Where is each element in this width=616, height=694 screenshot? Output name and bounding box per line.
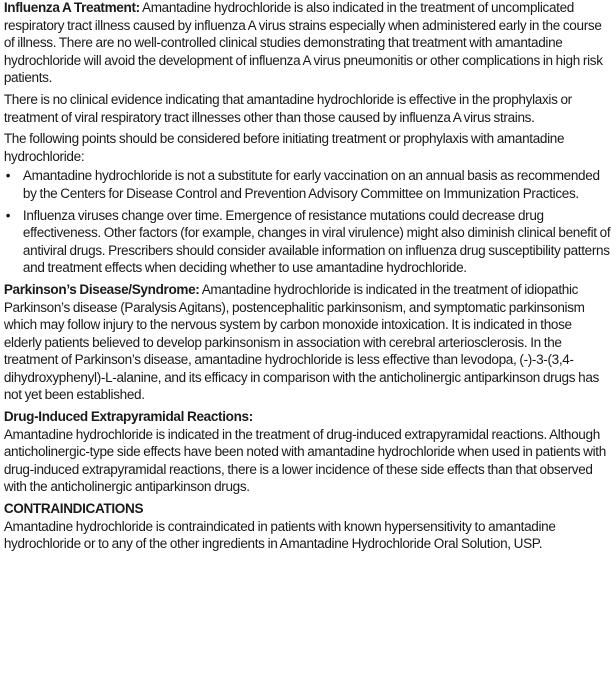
parkinsons-paragraph [4, 282, 612, 405]
list-item [4, 168, 612, 203]
bullet-text: Amantadine hydrochloride is not a substitute for early vaccination on an annual basis as recommended by the Centers for Disease Control and Prevention Advisory Committee on Immunization Practices. [22, 168, 600, 202]
bullet-icon: • [5, 207, 11, 224]
bullet-text: Influenza viruses change over time. Emergence of resistance mutations could decrease drug effectiveness. Other factors (for example, changes in viral virulence) might also diminish clinical benefit of antiviral drugs. Prescribers should consider available information on influenza drug susceptibility patterns and treatment effects when deciding whether to use amantadine hydrochloride. [22, 207, 611, 277]
bullet-icon: • [5, 168, 11, 185]
parkinsons-body: Amantadine hydrochloride is indicated in the treatment of idiopathic Parkinson’s disease (Paralysis Agitans), postencephalitic parkinsonism, and symptomatic parkinsonism which may follow injury to the nervous system by carbon monoxide intoxication. It is indicated in those elderly patients believed to develop parkinsonism in association with cerebral arteriosclerosis. In the treatment of Parkinson’s disease, amantadine hydrochloride is less effective than levodopa, (-)-3-(3,4-dihydroxyphenyl)-L-alanine, and its efficacy in comparison with the anticholinergic antiparkinson drugs has not yet been established. [3, 281, 599, 404]
list-item [4, 208, 612, 278]
influenza-paragraph [4, 0, 612, 88]
influenza-heading: Influenza A Treatment: [3, 0, 140, 16]
extrapyramidal-body: Amantadine hydrochloride is indicated in the treatment of drug-induced extrapyramidal reactions. Although anticholinergic-type side effects have been noted with amantadine hydrochloride when used in patients with drug-induced extrapyramidal reactions, there is a lower incidence of these side effects than that observed with the anticholinergic antiparkinson drugs. [3, 426, 606, 496]
parkinsons-heading: Parkinson’s Disease/Syndrome: [3, 281, 200, 298]
influenza-bullet-list [4, 168, 612, 278]
influenza-paragraph-3: The following points should be considered before initiating treatment or prophylaxis with amantadine hydrochloride: [3, 131, 565, 165]
contraindications-body: Amantadine hydrochloride is contraindicated in patients with known hypersensitivity to amantadine hydrochloride or to any of the other ingredients in Amantadine Hydrochloride Oral Solution, USP. [3, 518, 556, 553]
influenza-paragraph-2: There is no clinical evidence indicating that amantadine hydrochloride is effective in the prophylaxis or treatment of viral respiratory tract illnesses other than those caused by influenza A virus strains. [3, 91, 572, 126]
extrapyramidal-heading: Drug-Induced Extrapyramidal Reactions: [3, 409, 253, 426]
influenza-body: Amantadine hydrochloride is also indicated in the treatment of uncomplicated respiratory tract illness caused by influenza A virus strains especially when administered early in the course of illness. There are no well-controlled clinical studies demonstrating that treatment with amantadine hydrochloride will avoid the development of influenza A virus pneumonitis or other complications in high risk patients. [3, 0, 603, 87]
contraindications-heading: CONTRAINDICATIONS [3, 501, 144, 518]
